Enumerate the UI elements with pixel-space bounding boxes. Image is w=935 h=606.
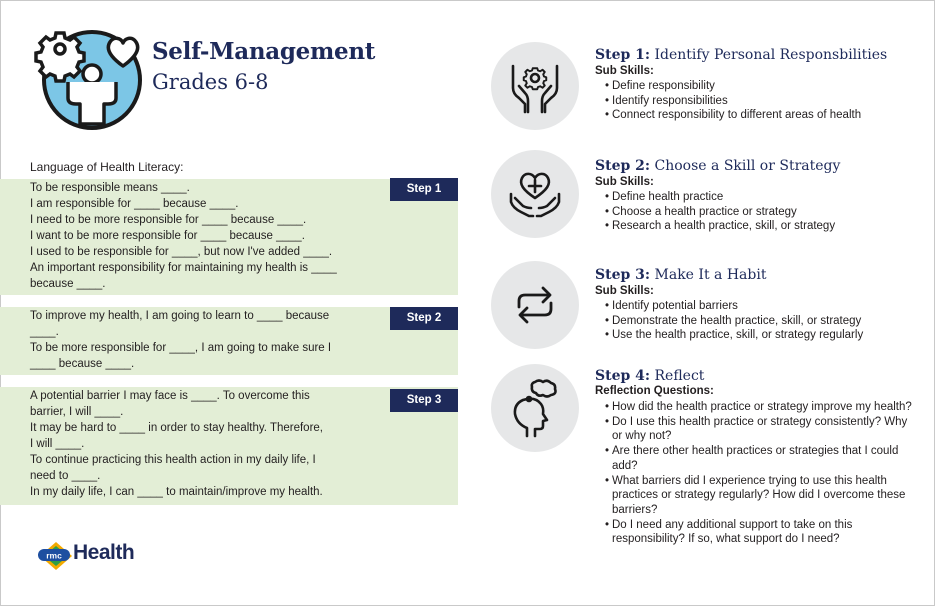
list-item: • Identify potential barriers	[605, 299, 923, 314]
list-item: • Connect responsibility to different areas of health	[605, 108, 923, 123]
step-4-heading-title: Reflect	[654, 368, 705, 384]
page-subtitle: Grades 6-8	[152, 70, 269, 94]
step-4-bullets	[605, 400, 915, 547]
sentence-line: I want to be more responsible for ____ because ____.	[30, 230, 305, 242]
sentence-line: An important responsibility for maintaining my health is ____	[30, 262, 337, 274]
sentence-line: I used to be responsible for ____, but now I've added ____.	[30, 246, 333, 258]
step-1-bullets	[605, 79, 923, 123]
list-item: • Use the health practice, skill, or strategy regularly	[605, 328, 923, 343]
list-item: • Do I use this health practice or strategy consistently? Why or why not?	[605, 415, 915, 444]
list-item: • Demonstrate the health practice, skill, or strategy	[605, 314, 923, 329]
sentence-line: I will ____.	[30, 438, 85, 450]
sentence-line: To be more responsible for ____, I am going to make sure I	[30, 342, 332, 354]
rmc-logo-mark: rmc	[46, 550, 62, 561]
step-3-sentences	[30, 388, 323, 500]
step-1-icon-circle	[491, 42, 579, 130]
step-2-heading-label: Step 2:	[595, 158, 651, 174]
step-3-heading-title: Make It a Habit	[654, 267, 767, 283]
list-item: • How did the health practice or strategy improve my health?	[605, 400, 915, 415]
hands-gear-icon	[505, 56, 565, 116]
step-2-subheading: Sub Skills:	[595, 176, 654, 188]
sentence-line: In my daily life, I can ____ to maintain/improve my health.	[30, 486, 323, 498]
sentence-line: I need to be more responsible for ____ because ____.	[30, 214, 307, 226]
sentence-line: To improve my health, I am going to learn to ____ because	[30, 310, 330, 322]
language-label: Language of Health Literacy:	[30, 160, 184, 174]
head-thought-icon	[505, 378, 565, 438]
list-item: • Choose a health practice or strategy	[605, 205, 923, 220]
step-2-tag: Step 2	[390, 307, 458, 330]
step-2-icon-circle	[491, 150, 579, 238]
sentence-line: ____ because ____.	[30, 358, 135, 370]
step-1-subheading: Sub Skills:	[595, 65, 654, 77]
step-2-bullets	[605, 190, 923, 234]
step-4-heading	[595, 368, 704, 384]
list-item: • Are there other health practices or strategies that I could add?	[605, 444, 915, 473]
list-item: • Define health practice	[605, 190, 923, 205]
page-title: Self-Management	[152, 38, 376, 65]
list-item: • Do I need any additional support to take on this responsibility? If so, what support do I need?	[605, 518, 915, 547]
step-1-heading	[595, 47, 887, 63]
sentence-line: I am responsible for ____ because ____.	[30, 198, 239, 210]
step-3-heading	[595, 267, 766, 283]
step-1-tag: Step 1	[390, 178, 458, 201]
step-1-heading-title: Identify Personal Responsbilities	[654, 47, 888, 63]
sentence-line: barrier, I will ____.	[30, 406, 124, 418]
step-3-bullets	[605, 299, 923, 343]
sentence-line: need to ____.	[30, 470, 101, 482]
step-2-heading-title: Choose a Skill or Strategy	[654, 158, 841, 174]
sentence-line: To continue practicing this health action in my daily life, I	[30, 454, 316, 466]
list-item: • Research a health practice, skill, or strategy	[605, 219, 923, 234]
step-2-heading	[595, 158, 840, 174]
self-management-logo-icon	[34, 22, 146, 134]
step-4-icon-circle	[491, 364, 579, 452]
sentence-line: ____.	[30, 326, 59, 338]
sentence-line: A potential barrier I may face is ____. To overcome this	[30, 390, 310, 402]
step-3-icon-circle	[491, 261, 579, 349]
step-3-subheading: Sub Skills:	[595, 285, 654, 297]
rmc-health-wordmark: Health	[73, 541, 135, 564]
list-item: • Define responsibility	[605, 79, 923, 94]
list-item: • What barriers did I experience trying to use this health practices or strategy regularly? How did I overcome these barriers?	[605, 474, 915, 518]
sentence-line: because ____.	[30, 278, 106, 290]
sentence-line: It may be hard to ____ in order to stay healthy. Therefore,	[30, 422, 323, 434]
repeat-arrows-icon	[505, 275, 565, 335]
hands-heart-icon	[505, 164, 565, 224]
step-3-heading-label: Step 3:	[595, 267, 651, 283]
sentence-line: To be responsible means ____.	[30, 182, 190, 194]
step-2-sentences	[30, 308, 331, 372]
step-4-heading-label: Step 4:	[595, 368, 651, 384]
step-1-sentences	[30, 180, 337, 292]
step-1-heading-label: Step 1:	[595, 47, 651, 63]
step-4-subheading: Reflection Questions:	[595, 385, 714, 397]
list-item: • Identify responsibilities	[605, 94, 923, 109]
step-3-tag: Step 3	[390, 389, 458, 412]
